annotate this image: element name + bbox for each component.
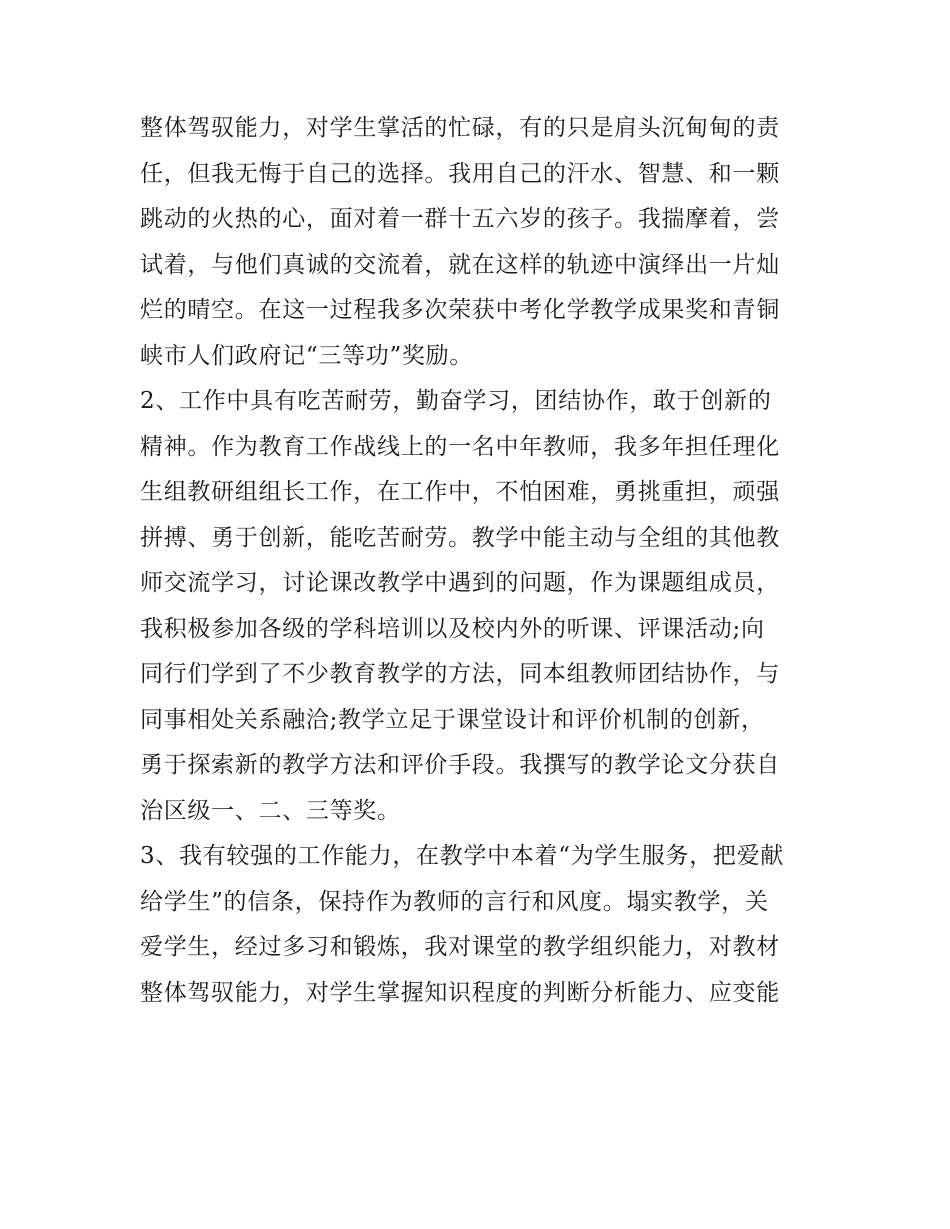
text-line: 任，但我无悔于自己的选择。我用自己的汗水、智慧、和一颗 [140, 160, 780, 187]
text-line: 勇于探索新的教学方法和评价手段。我撰写的教学论文分获自 [140, 752, 780, 778]
text-line: 同事相处关系融洽;教学立足于课堂设计和评价机制的创新， [140, 706, 765, 733]
text-line: 跳动的火热的心，面对着一群十五六岁的孩子。我揣摩着，尝 [140, 206, 780, 232]
text-line: 生组教研组组长工作，在工作中，不怕困难，勇挑重担，顽强 [140, 479, 780, 505]
text-line: 治区级一、二、三等奖。 [140, 797, 401, 824]
text-line: 3、我有较强的工作能力，在教学中本着“为学生服务，把爱献 [140, 843, 784, 869]
text-line: 峡市人们政府记“三等功”奖励。 [140, 342, 474, 369]
text-line: 2、工作中具有吃苦耐劳，勤奋学习，团结协作，敢于创新的 [140, 388, 772, 414]
text-line: 试着，与他们真诚的交流着，就在这样的轨迹中演绎出一片灿 [140, 251, 780, 278]
text-line: 拼搏、勇于创新，能吃苦耐劳。教学中能主动与全组的其他教 [140, 524, 780, 551]
text-line: 烂的晴空。在这一过程我多次荣获中考化学教学成果奖和青铜 [140, 297, 780, 323]
document-body [140, 106, 820, 1016]
text-line: 整体驾驭能力，对学生掌活的忙碌，有的只是肩头沉甸甸的责 [140, 115, 780, 141]
text-line: 整体驾驭能力，对学生掌握知识程度的判断分析能力、应变能 [140, 979, 780, 1006]
text-line: 我积极参加各级的学科培训以及校内外的听课、评课活动;向 [140, 615, 765, 642]
text-line: 师交流学习，讨论课改教学中遇到的问题，作为课题组成员， [140, 570, 780, 596]
text-line: 给学生”的信条，保持作为教师的言行和风度。塌实教学，关 [140, 888, 769, 915]
text-line: 爱学生，经过多习和锻炼，我对课堂的教学组织能力，对教材 [140, 934, 780, 960]
text-line: 精神。作为教育工作战线上的一名中年教师，我多年担任理化 [140, 433, 780, 460]
text-line: 同行们学到了不少教育教学的方法，同本组教师团结协作，与 [140, 661, 780, 687]
